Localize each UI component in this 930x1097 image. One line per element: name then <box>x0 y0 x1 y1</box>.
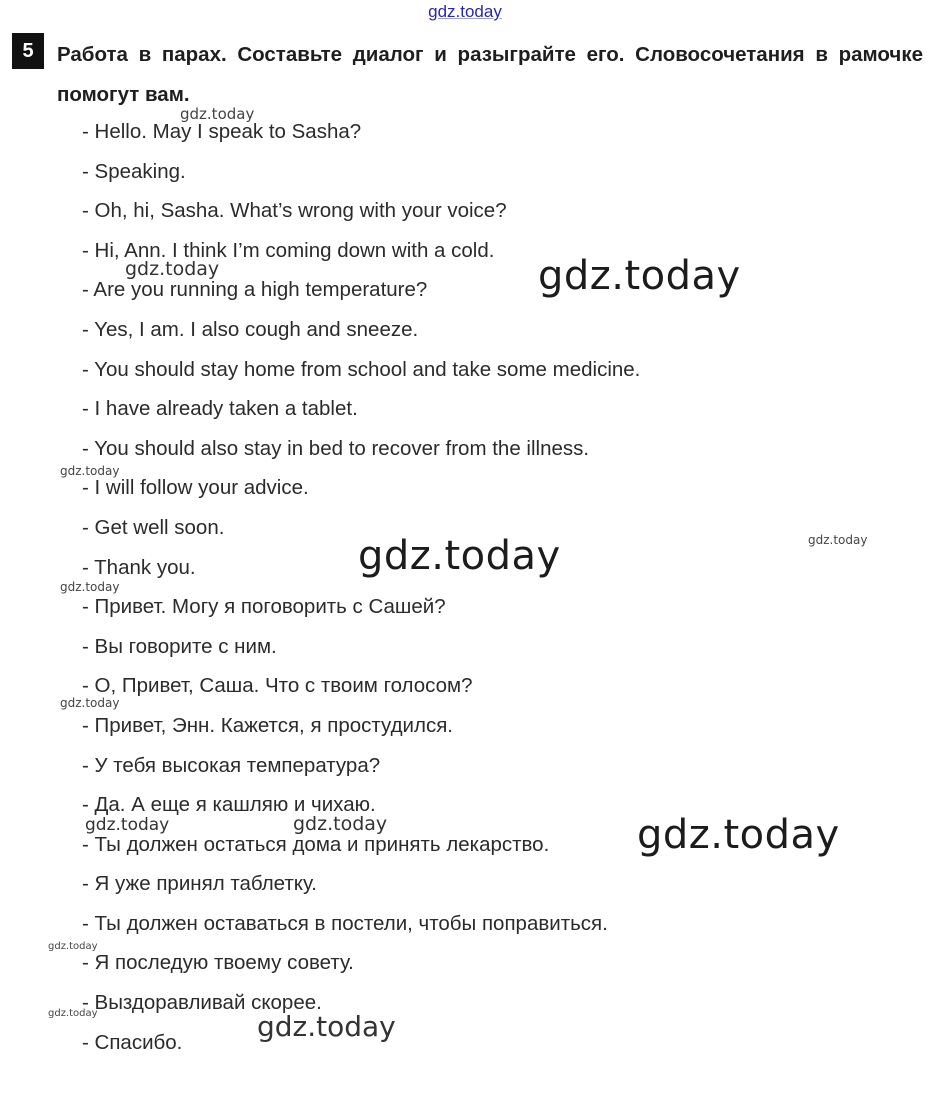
watermark: gdz.today <box>85 815 170 835</box>
dialog-line: - I will follow your advice. <box>82 476 309 500</box>
watermark: gdz.today <box>125 258 220 280</box>
dialog-line: - Ты должен оставаться в постели, чтобы поправиться. <box>82 911 608 935</box>
dialog-line: - Спасибо. <box>82 1030 183 1054</box>
watermark: gdz.today <box>257 1010 396 1043</box>
dialog-line: - У тебя высокая температура? <box>82 753 381 777</box>
dialog-line: - Thank you. <box>82 555 196 579</box>
watermark: gdz.today <box>48 1008 98 1019</box>
dialog-line: - I have already taken a tablet. <box>82 397 358 421</box>
watermark: gdz.today <box>808 533 868 547</box>
dialog-line: - Ты должен остаться дома и принять лекарство. <box>82 832 550 856</box>
watermark: gdz.today <box>358 533 561 579</box>
watermark: gdz.today <box>60 696 120 710</box>
dialog-line: - Are you running a high temperature? <box>82 278 428 302</box>
dialog-line: - Выздоравливай скорее. <box>82 991 322 1015</box>
dialog-line: - Speaking. <box>82 159 186 183</box>
dialog-line: - Привет. Могу я поговорить с Сашей? <box>82 595 446 619</box>
watermark: gdz.today <box>60 580 120 594</box>
watermark: gdz.today <box>60 464 120 478</box>
dialog-line: - Вы говорите с ним. <box>82 634 277 658</box>
watermark: gdz.today <box>538 253 741 299</box>
dialog-line: - Hello. May I speak to Sasha? <box>82 120 362 143</box>
task-instruction: Работа в парах. Составьте диалог и разыграйте его. Словосочетания в рамочке помогут вам. <box>57 43 923 106</box>
watermark: gdz.today <box>637 812 840 858</box>
dialog-line: - Я последую твоему совету. <box>82 951 354 975</box>
dialog-line: - Get well soon. <box>82 515 225 539</box>
dialog-line: - Oh, hi, Sasha. What’s wrong with your voice? <box>82 199 507 223</box>
task-number-badge: 5 <box>12 33 44 69</box>
dialog-line: - Я уже принял таблетку. <box>82 872 317 896</box>
watermark: gdz.today <box>180 105 255 123</box>
watermark: gdz.today <box>293 813 388 835</box>
dialog-line: - О, Привет, Саша. Что с твоим голосом? <box>82 674 473 698</box>
dialog-line: - Да. А еще я кашляю и чихаю. <box>82 793 376 817</box>
watermark: gdz.today <box>48 941 98 952</box>
dialog-line: - You should also stay in bed to recover from the illness. <box>82 436 590 460</box>
dialog-line: - You should stay home from school and take some medicine. <box>82 357 641 381</box>
dialog-line: - Yes, I am. I also cough and sneeze. <box>82 317 419 341</box>
dialog-line: - Привет, Энн. Кажется, я простудился. <box>82 713 454 737</box>
dialog-line: - Hi, Ann. I think I’m coming down with a cold. <box>82 238 495 262</box>
site-header-link[interactable]: gdz.today <box>428 2 502 21</box>
